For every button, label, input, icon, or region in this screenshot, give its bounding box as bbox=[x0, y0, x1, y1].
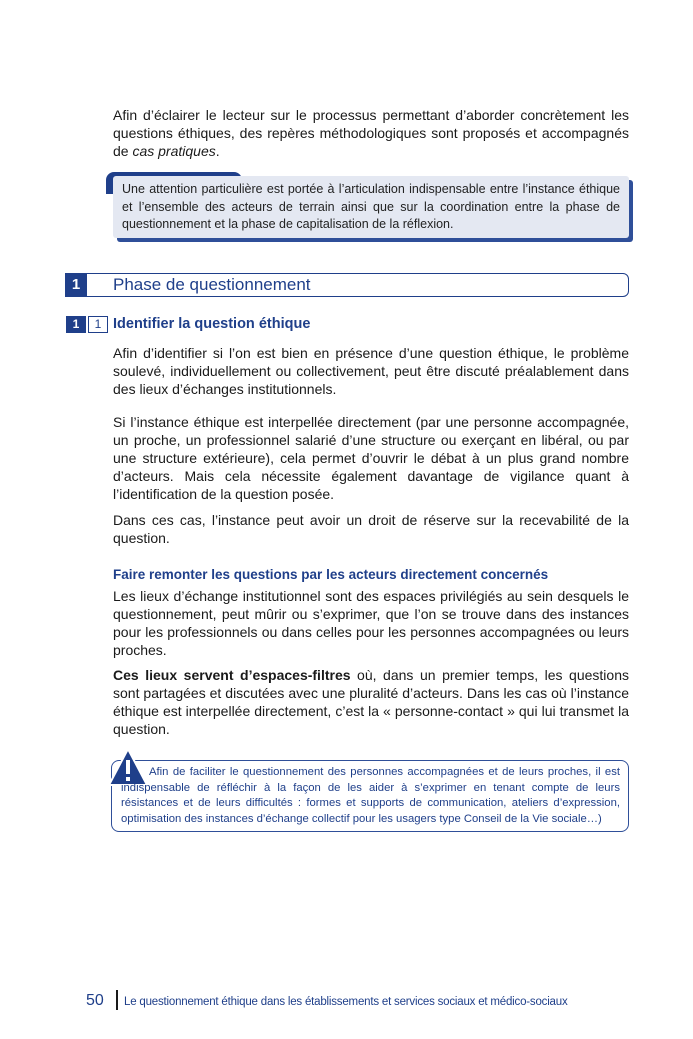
warning-text-content: Afin de faciliter le questionnement des personnes accompagnées et de leurs proches, il est indispensable de réfléchir à la façon de les aider à s’exprimer en tenant compte de leurs résistances et de leurs difficultés : formes et supports de communication, ateliers d’expression, optimisation des instances d’échange collectif pour les usagers type Conseil de la Vie sociale…) bbox=[121, 766, 620, 825]
section-title: Phase de questionnement bbox=[113, 275, 311, 294]
warning-text bbox=[121, 765, 620, 827]
footer-title: Le questionnement éthique dans les établissements et services sociaux et médico-sociaux bbox=[124, 996, 568, 1008]
subsection-title: Identifier la question éthique bbox=[113, 316, 311, 332]
intro-italic-text: cas pratiques bbox=[132, 143, 216, 159]
intro-text-end: . bbox=[215, 143, 220, 159]
section-number: 1 bbox=[65, 273, 87, 297]
body-paragraph-2: Si l’instance éthique est interpellée directement (par une personne accompagnée, un proche, un professionnel salarié d’une structure ou exerçant en libéral, ou par une structure extérieure), cela permet d’ouvrir le débat à un plus grand nombre d’acteurs. Mais cela nécessite également davantage de vigilance quant à l’identification de la question posée. bbox=[113, 414, 629, 502]
page-number: 50 bbox=[86, 992, 104, 1009]
subheading: Faire remonter les questions par les acteurs directement concernés bbox=[113, 567, 549, 582]
body-paragraph-5 bbox=[113, 666, 629, 738]
body-paragraph-1: Afin d’identifier si l’on est bien en présence d’une question éthique, le problème soulevé, individuellement ou collectivement, peut être discuté préalablement dans des lieux d’échanges institutionnels. bbox=[113, 345, 629, 397]
footer-divider bbox=[116, 990, 118, 1010]
paragraph-5-bold: Ces lieux servent d’espaces-filtres bbox=[113, 667, 351, 683]
subsection-number-a: 1 bbox=[66, 316, 86, 333]
intro-text: Afin d’éclairer le lecteur sur le processus permettant d’aborder concrètement les questions éthiques, des repères méthodologiques sont proposés et accompagnés de bbox=[113, 107, 629, 159]
subsection-number-b: 1 bbox=[88, 316, 108, 333]
paragraph-5-text: où, dans un premier temps, les questions sont partagées et discutées avec une pluralité d’acteurs. Dans les cas où l’instance éthique est interpellée directement, c’est la « personne-contact » qui lui transmet la question. bbox=[113, 667, 629, 737]
intro-paragraph bbox=[113, 106, 629, 160]
callout-text: Une attention particulière est portée à l’articulation indispensable entre l’instance éthique et l’ensemble des acteurs de terrain ainsi que sur la coordination entre la phase de questionnement et la phase de capitalisation de la réflexion. bbox=[122, 182, 620, 231]
body-paragraph-3: Dans ces cas, l’instance peut avoir un droit de réserve sur la recevabilité de la question. bbox=[113, 512, 629, 546]
body-paragraph-4: Les lieux d’échange institutionnel sont des espaces privilégiés au sein desquels le questionnement, peut mûrir ou s’exprimer, que l’on se trouve dans des instances pour les professionnels ou dans celles pour les personnes accompagnées ou leurs proches. bbox=[113, 588, 629, 658]
